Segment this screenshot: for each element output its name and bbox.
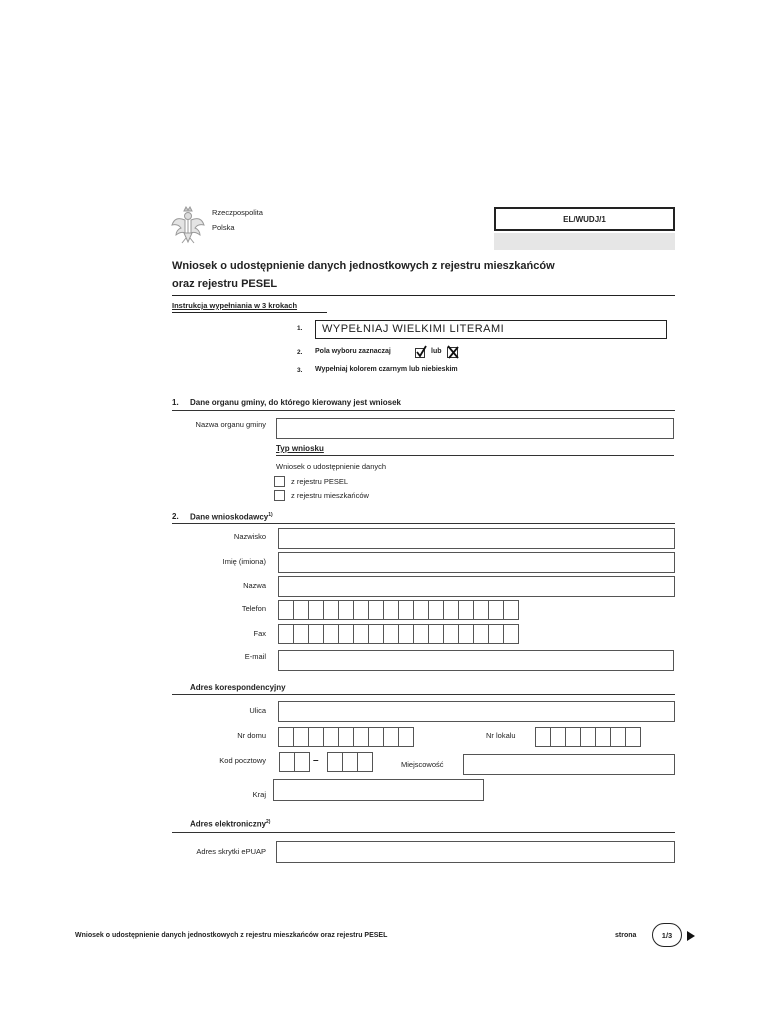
- section1-number: 1.: [172, 398, 179, 407]
- footer-text: Wniosek o udostępnienie danych jednostkowych z rejestru mieszkańców oraz rejestru PESEL: [75, 932, 388, 939]
- form-code-box: [494, 207, 675, 231]
- page-number-badge: [652, 923, 682, 947]
- first-names-input[interactable]: [278, 552, 675, 573]
- flat-number-input[interactable]: [535, 727, 641, 747]
- residents-register-label: z rejestru mieszkańców: [291, 491, 369, 500]
- section1-title: Dane organu gminy, do którego kierowany jest wniosek: [190, 398, 402, 407]
- postal-code-part1-input[interactable]: [279, 752, 310, 772]
- char-cell[interactable]: [278, 600, 294, 620]
- char-cell[interactable]: [488, 624, 504, 644]
- instructions-heading: Instrukcja wypełniania w 3 krokach: [172, 301, 298, 310]
- section1-divider: [172, 410, 675, 411]
- char-cell[interactable]: [550, 727, 566, 747]
- fax-label: Fax: [253, 629, 266, 638]
- electronic-title: Adres elektroniczny: [190, 819, 267, 829]
- eagle-emblem-icon: [170, 205, 206, 245]
- char-cell[interactable]: [473, 624, 489, 644]
- char-cell[interactable]: [413, 624, 429, 644]
- house-number-label: Nr domu: [237, 731, 266, 740]
- char-cell[interactable]: [368, 600, 384, 620]
- char-cell[interactable]: [565, 727, 581, 747]
- section2-title-wrap: [190, 512, 273, 522]
- page-word: strona: [615, 932, 637, 939]
- step2-number: 2.: [297, 349, 303, 356]
- request-type-divider: [276, 455, 674, 456]
- city-input[interactable]: [463, 754, 675, 775]
- char-cell[interactable]: [338, 600, 354, 620]
- step2-or: lub: [431, 348, 442, 355]
- char-cell[interactable]: [610, 727, 626, 747]
- char-cell[interactable]: [323, 727, 339, 747]
- correspondence-title: Adres korespondencyjny: [190, 683, 286, 692]
- step1-text: WYPEŁNIAJ WIELKIMI LITERAMI: [322, 323, 505, 335]
- next-page-arrow-icon[interactable]: [686, 930, 696, 942]
- email-input[interactable]: [278, 650, 674, 671]
- char-cell[interactable]: [308, 727, 324, 747]
- request-type-heading: Typ wniosku: [276, 444, 324, 453]
- char-cell[interactable]: [413, 600, 429, 620]
- residents-register-checkbox[interactable]: [274, 490, 285, 501]
- char-cell[interactable]: [503, 600, 519, 620]
- flat-number-label: Nr lokalu: [486, 731, 516, 740]
- form-title-line1: Wniosek o udostępnienie danych jednostkowych z rejestru mieszkańców: [172, 260, 555, 272]
- epuap-input[interactable]: [276, 841, 675, 863]
- page-number: 1/3: [661, 930, 673, 940]
- char-cell[interactable]: [398, 600, 414, 620]
- char-cell[interactable]: [398, 727, 414, 747]
- instructions-underline: [172, 312, 327, 313]
- char-cell[interactable]: [353, 600, 369, 620]
- organ-name-label: Nazwa organu gminy: [195, 420, 266, 429]
- char-cell[interactable]: [383, 727, 399, 747]
- char-cell[interactable]: [357, 752, 373, 772]
- char-cell[interactable]: [353, 727, 369, 747]
- char-cell[interactable]: [278, 624, 294, 644]
- char-cell[interactable]: [353, 624, 369, 644]
- request-type-intro: Wniosek o udostępnienie danych: [276, 462, 387, 471]
- country-label: Kraj: [252, 790, 266, 799]
- postal-code-part2-input[interactable]: [327, 752, 373, 772]
- char-cell[interactable]: [279, 752, 295, 772]
- country-name-line1: Rzeczpospolita: [212, 208, 263, 217]
- char-cell[interactable]: [293, 727, 309, 747]
- step1-instruction-box: [315, 320, 667, 339]
- char-cell[interactable]: [443, 600, 459, 620]
- first-names-label: Imię (imiona): [222, 557, 266, 566]
- electronic-divider: [172, 832, 675, 833]
- postal-code-label: Kod pocztowy: [219, 756, 266, 765]
- entity-name-label: Nazwa: [243, 581, 266, 590]
- electronic-footnote-ref: 2): [266, 819, 271, 825]
- char-cell[interactable]: [580, 727, 596, 747]
- char-cell[interactable]: [368, 727, 384, 747]
- char-cell[interactable]: [625, 727, 641, 747]
- phone-label: Telefon: [241, 604, 266, 613]
- step1-number: 1.: [297, 325, 303, 332]
- city-label: Miejscowość: [401, 760, 444, 769]
- office-use-field: [494, 233, 675, 250]
- char-cell[interactable]: [323, 600, 339, 620]
- postal-code-dash: –: [313, 755, 319, 766]
- section2-number: 2.: [172, 512, 179, 521]
- char-cell[interactable]: [458, 624, 474, 644]
- step2-text: Pola wyboru zaznaczaj: [315, 348, 391, 355]
- char-cell[interactable]: [293, 624, 309, 644]
- correspondence-divider: [172, 694, 675, 695]
- pesel-register-label: z rejestru PESEL: [291, 477, 349, 486]
- fax-input[interactable]: [278, 624, 519, 644]
- char-cell[interactable]: [458, 600, 474, 620]
- char-cell[interactable]: [535, 727, 551, 747]
- form-title-line2: oraz rejestru PESEL: [172, 278, 278, 290]
- char-cell[interactable]: [308, 624, 324, 644]
- entity-name-input[interactable]: [278, 576, 675, 597]
- organ-name-input[interactable]: [276, 418, 674, 439]
- section2-title: Dane wnioskodawcy: [190, 512, 269, 522]
- house-number-input[interactable]: [278, 727, 414, 747]
- surname-input[interactable]: [278, 528, 675, 549]
- char-cell[interactable]: [338, 624, 354, 644]
- char-cell[interactable]: [308, 600, 324, 620]
- checkmark-example-icon: [414, 345, 428, 359]
- step3-text: Wypełniaj kolorem czarnym lub niebieskim: [315, 366, 458, 373]
- title-divider: [172, 295, 675, 296]
- char-cell[interactable]: [443, 624, 459, 644]
- phone-input[interactable]: [278, 600, 519, 620]
- char-cell[interactable]: [294, 752, 310, 772]
- char-cell[interactable]: [323, 624, 339, 644]
- electronic-title-wrap: [190, 819, 270, 829]
- pesel-register-checkbox[interactable]: [274, 476, 285, 487]
- char-cell[interactable]: [595, 727, 611, 747]
- epuap-label: Adres skrytki ePUAP: [196, 847, 266, 856]
- street-label: Ulica: [249, 706, 266, 715]
- char-cell[interactable]: [488, 600, 504, 620]
- char-cell[interactable]: [428, 600, 444, 620]
- char-cell[interactable]: [338, 727, 354, 747]
- char-cell[interactable]: [428, 624, 444, 644]
- char-cell[interactable]: [383, 600, 399, 620]
- street-input[interactable]: [278, 701, 675, 722]
- country-name-line2: Polska: [212, 223, 235, 232]
- country-input[interactable]: [273, 779, 484, 801]
- char-cell[interactable]: [342, 752, 358, 772]
- char-cell[interactable]: [473, 600, 489, 620]
- form-code: EL/WUDJ/1: [563, 214, 606, 224]
- section2-divider: [172, 523, 675, 524]
- char-cell[interactable]: [503, 624, 519, 644]
- char-cell[interactable]: [327, 752, 343, 772]
- email-label: E-mail: [244, 652, 266, 661]
- cross-example-icon: [446, 345, 460, 359]
- section2-footnote-ref: 1): [268, 512, 273, 518]
- char-cell[interactable]: [278, 727, 294, 747]
- char-cell[interactable]: [293, 600, 309, 620]
- char-cell[interactable]: [398, 624, 414, 644]
- step3-number: 3.: [297, 367, 303, 374]
- char-cell[interactable]: [383, 624, 399, 644]
- surname-label: Nazwisko: [233, 532, 266, 541]
- char-cell[interactable]: [368, 624, 384, 644]
